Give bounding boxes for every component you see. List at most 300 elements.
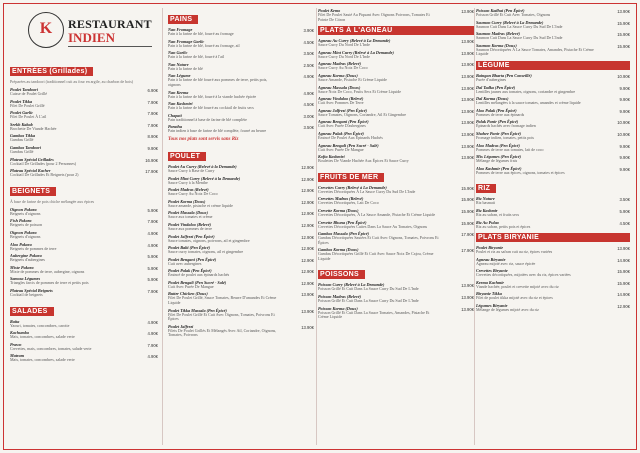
menu-item bbox=[318, 208, 474, 218]
menu-item bbox=[168, 222, 314, 232]
item-name: Poulet Tikka Massala (Pen Épicé) bbox=[168, 307, 227, 313]
item-name: Paratha bbox=[168, 124, 182, 130]
menu-item bbox=[10, 319, 158, 329]
item-price: 10.90€ bbox=[617, 120, 630, 126]
item-price: 10.90€ bbox=[617, 131, 630, 137]
item-name: Agneau Bengani (Pen Épicé) bbox=[318, 119, 369, 125]
item-description: Sauce Curry Du Nord De L'Inde bbox=[318, 53, 370, 59]
item-name: Poisson Curry (Relevé à La Demande) bbox=[318, 282, 385, 288]
item-price: 13.90€ bbox=[461, 50, 474, 56]
menu-item bbox=[168, 268, 314, 278]
item-description: Sauce curry tomates, oignons, ail et gingembre bbox=[168, 249, 244, 255]
item-description: Crevettes Décortiquées, Lait De Coco bbox=[318, 200, 379, 206]
menu-item bbox=[10, 207, 158, 217]
item-name: Poulet Tikka bbox=[10, 98, 33, 104]
item-price: 13.90€ bbox=[461, 283, 474, 289]
menu-item bbox=[318, 196, 474, 206]
item-price: 16.90€ bbox=[145, 157, 158, 163]
item-price: 4.90€ bbox=[147, 331, 158, 337]
item-description: Beignets de pommes de terre bbox=[10, 245, 57, 251]
menu-item bbox=[10, 253, 158, 263]
menu-item bbox=[318, 306, 474, 320]
item-name: Riz Au Pulao bbox=[476, 219, 499, 225]
item-description: Cuit Avec Purée De Mangue bbox=[318, 146, 364, 152]
item-price: 7.90€ bbox=[147, 122, 158, 128]
item-description: Pain à la farine de blé, fourré au fromage bbox=[168, 31, 234, 36]
item-price: 15.90€ bbox=[461, 208, 474, 214]
item-description: Cocktail De Grillades (pour 2 Personnes) bbox=[10, 160, 77, 166]
menu-item bbox=[10, 230, 158, 240]
item-description: Beignets d'oignons bbox=[10, 233, 41, 239]
rice-note: Tous nos plats sont servis sans Riz bbox=[168, 136, 239, 142]
menu-item bbox=[476, 268, 630, 278]
menu-item bbox=[318, 73, 474, 83]
menu-item bbox=[10, 242, 158, 252]
section-title: PAINS bbox=[168, 15, 198, 24]
item-price: 13.90€ bbox=[461, 85, 474, 91]
item-description: Crevettes Décortiquées Cuites Dans La Sauce Au Tomates, Oignons bbox=[318, 223, 428, 229]
item-price: 15.90€ bbox=[617, 20, 630, 26]
item-name: Poulet Au Curry (Relevé à la Demande) bbox=[168, 163, 237, 169]
item-price: 13.90€ bbox=[461, 39, 474, 45]
item-description: Sauce Curry Du Nord De L'Inde bbox=[318, 42, 370, 48]
item-price: 12.90€ bbox=[301, 188, 314, 194]
item-price: 17.90€ bbox=[461, 232, 474, 238]
item-description: Crevettes, mais, concombres, tomates, salade verte bbox=[10, 345, 92, 351]
item-name: Kachumba bbox=[10, 330, 29, 336]
item-description: Agneau mijoté avec riz, sauce épicée bbox=[476, 260, 536, 266]
menu-item bbox=[318, 119, 474, 129]
item-description: Poisson Grillé Et Cuit Dans La Sauce Tomates, Amandes, Pistache Et Crème Liquide bbox=[318, 309, 430, 320]
item-price: 4.90€ bbox=[147, 230, 158, 236]
item-name: Poulet Balti (Pen Épicé) bbox=[168, 245, 210, 251]
item-name: Keema Kachmir bbox=[476, 279, 505, 285]
section-title: BEIGNETS bbox=[10, 187, 56, 196]
item-description: Beignets d'aubergines bbox=[10, 257, 45, 263]
menu-item bbox=[476, 245, 630, 255]
item-name: Oignon Pakora bbox=[10, 229, 37, 235]
item-price: 5.90€ bbox=[147, 254, 158, 260]
item-name: Nan Nature bbox=[168, 61, 189, 67]
item-price: 5.90€ bbox=[619, 208, 630, 214]
menu-item bbox=[318, 294, 474, 304]
item-description: Cuit avec aubergines bbox=[168, 260, 202, 266]
item-name: Aubergine Pakora bbox=[10, 253, 42, 259]
item-name: Aloo Kashmir (Pen Épicé) bbox=[476, 165, 522, 171]
item-name: Saumon Korma (Doux) bbox=[476, 42, 517, 48]
item-description: Filet de poulet tikka mijoté avec du riz et épices bbox=[476, 295, 553, 301]
item-price: 4.90€ bbox=[147, 242, 158, 248]
item-price: 13.90€ bbox=[301, 292, 314, 298]
item-name: Riz Kashmir bbox=[476, 207, 498, 213]
item-name: Crevettes Madras (Relevé) bbox=[318, 196, 364, 202]
item-price: 13.90€ bbox=[461, 306, 474, 312]
menu-item bbox=[318, 108, 474, 118]
item-price: 7.90€ bbox=[147, 111, 158, 117]
item-price: 13.90€ bbox=[461, 9, 474, 14]
item-description: Filet De Poulet Grillé bbox=[10, 102, 45, 108]
item-name: Poulet Bengani (Pen Épicé) bbox=[168, 256, 217, 262]
item-price: 17.90€ bbox=[145, 169, 158, 175]
item-price: 13.90€ bbox=[461, 73, 474, 79]
section-title: PLATS À L'AGNEAU bbox=[318, 26, 474, 35]
menu-item bbox=[318, 154, 474, 164]
item-description: Sauce aux pommes de terre bbox=[168, 225, 212, 231]
item-description: Cuisse de Poulet Grillé bbox=[10, 91, 47, 96]
item-description: Émincé De Poulet Aux Épinards Hachés bbox=[318, 134, 383, 140]
item-price: 5.90€ bbox=[147, 207, 158, 213]
item-description: Pain à la farine de blé, fourré à l'ail bbox=[168, 54, 225, 60]
item-price: 15.90€ bbox=[617, 269, 630, 275]
menu-item bbox=[168, 164, 314, 174]
item-name: Légumes Biryanie bbox=[476, 303, 508, 309]
item-name: Poulet Garlic bbox=[10, 110, 34, 116]
item-name: Dal Korma (Doux) bbox=[476, 96, 509, 102]
menu-item bbox=[476, 166, 630, 176]
section-note: À base de farine de pois chiche mélangée aux épices bbox=[10, 198, 95, 204]
brand-line-2: INDIEN bbox=[68, 30, 115, 45]
item-description: Pommes de terre aux épices, oignons, tomates et épices bbox=[476, 169, 565, 175]
item-name: Nan Garlic bbox=[168, 50, 188, 56]
item-price: 17.90€ bbox=[461, 248, 474, 254]
menu-item bbox=[168, 187, 314, 197]
item-price: 10.90€ bbox=[617, 73, 630, 79]
item-name: Agneau Jalfrezi (Pen Épicé) bbox=[318, 107, 367, 113]
item-price: 2.50€ bbox=[303, 62, 314, 68]
item-description: Filets De Poulet Grillés Et Mélangés Avec Ail, Coriandre, Oignons, Tomates, Poivrons bbox=[168, 327, 277, 338]
item-name: Seekh Kabab bbox=[10, 121, 33, 127]
menu-item bbox=[476, 73, 630, 83]
item-description: Poisson Grillé Et Cuit Dans La Sauce Curry Du Sud De L'Inde bbox=[318, 298, 419, 304]
item-name: Gambas Massala (Pen Épicé) bbox=[318, 231, 370, 237]
item-name: Poulet Jalfrezi (Pen Épicé) bbox=[168, 233, 215, 239]
item-name: Poulet Biryanie bbox=[476, 245, 504, 251]
menu-item bbox=[10, 87, 158, 97]
item-description: Cuit Avec Purée De Mangue bbox=[168, 283, 214, 289]
menu-item bbox=[10, 330, 158, 340]
item-description: Pain indien à base de farine de blé complète, fourré au beurre bbox=[168, 128, 267, 134]
item-price: 13.90€ bbox=[461, 143, 474, 149]
item-name: Kofta Kashmiri bbox=[318, 154, 345, 160]
item-price: 3.50€ bbox=[303, 125, 314, 131]
item-price: 12.90€ bbox=[301, 257, 314, 263]
item-description: Filet De Poulet Sauté Au Piquant Avec Oignons Poivrons, Tomates Et Pointe De Citron bbox=[318, 12, 430, 22]
column-divider bbox=[474, 8, 475, 445]
menu-item bbox=[318, 131, 474, 141]
menu-item bbox=[318, 38, 474, 48]
item-price: 4.90€ bbox=[147, 319, 158, 325]
item-name: Agneau Korma (Doux) bbox=[318, 72, 358, 78]
item-price: 7.90€ bbox=[147, 219, 158, 225]
menu-item bbox=[168, 62, 314, 72]
item-description: Mélange de légumes mijoté avec du riz bbox=[476, 307, 539, 313]
item-name: Crevettes Biryanie bbox=[476, 268, 508, 274]
item-description: Fromage indien, tomates, petits pois bbox=[476, 134, 534, 140]
item-description: Crevettes Décortiquées À La Sauce Curry Du Sud De L'Inde bbox=[318, 188, 416, 194]
menu-item bbox=[318, 8, 474, 22]
menu-item bbox=[168, 124, 314, 134]
item-description: Crevettes décortiquées, mijotées avec du riz, épices variées bbox=[476, 272, 571, 278]
menu-item bbox=[10, 276, 158, 286]
item-name: Agneau Vindaloo (Relevé) bbox=[318, 96, 364, 102]
item-description: Beignets d'oignons bbox=[10, 210, 41, 216]
item-description: Filet De Poulet Grillé, Sauce Tomates, Beurre D'amandes Et Crème Liquide bbox=[168, 295, 277, 306]
menu-item bbox=[476, 31, 630, 41]
item-description: Sauce Curry à Base de Curry bbox=[168, 167, 215, 173]
menu-item bbox=[168, 101, 314, 111]
item-name: Poulet Palak (Pen Épicé) bbox=[168, 268, 212, 274]
menu-item bbox=[168, 176, 314, 186]
item-description: Viande hachée, poulet et crevette mijoté avec du riz bbox=[476, 283, 559, 289]
item-price: 9.90€ bbox=[619, 108, 630, 114]
menu-item bbox=[476, 131, 630, 141]
item-description: Sauce Amande, Pistache Et Crème Liquide bbox=[318, 76, 387, 82]
item-description: Gambas Grillé bbox=[10, 148, 34, 154]
item-description: Saumon Cuit Dans La Sauce Curry Du Sud De L'Inde bbox=[476, 23, 563, 29]
menu-item bbox=[168, 245, 314, 255]
column-divider bbox=[162, 8, 163, 445]
item-price: 13.90€ bbox=[301, 308, 314, 314]
menu-item bbox=[476, 20, 630, 30]
menu-item bbox=[168, 234, 314, 244]
item-price: 7.90€ bbox=[147, 288, 158, 294]
item-price: 4.50€ bbox=[303, 39, 314, 45]
item-price: 13.90€ bbox=[461, 108, 474, 114]
item-price: 7.90€ bbox=[147, 342, 158, 348]
item-price: 6.90€ bbox=[147, 88, 158, 93]
item-name: Chapati bbox=[168, 112, 182, 118]
item-name: Baingan Bharta (Pen Conseillé) bbox=[476, 72, 532, 78]
item-name: Oignon Pakora bbox=[10, 206, 37, 212]
item-name: Agneau Bengali (Pen Sucré - Salé) bbox=[318, 142, 379, 148]
item-price: 4.50€ bbox=[303, 102, 314, 108]
item-name: Riz Nature bbox=[476, 196, 495, 202]
item-description: Pain traditionnel à base de farine de blé complète bbox=[168, 116, 247, 122]
item-price: 13.90€ bbox=[461, 155, 474, 161]
item-name: Poulet Vindaloo (Relevé) bbox=[168, 221, 212, 227]
item-name: Fish Pakora bbox=[10, 218, 32, 224]
item-description: Gambas Décortiquées Sautées Et Cuit Avec Oignons, Tomates, Poivrons Et Épices bbox=[318, 235, 439, 245]
item-price: 4.90€ bbox=[147, 354, 158, 360]
menu-item bbox=[318, 220, 474, 230]
item-price: 3.90€ bbox=[303, 28, 314, 33]
item-description: Pain à la farine de blé fourré aux pommes de terre, petits pois, oignons bbox=[168, 77, 268, 87]
item-name: Poisson Madras (Relevé) bbox=[318, 294, 362, 300]
menu-item bbox=[10, 342, 158, 352]
item-description: Crevettes Décortiquées, À La Sauce Amande, Pistache Et Crème Liquide bbox=[318, 211, 436, 217]
section-title: FRUITS DE MER bbox=[318, 173, 384, 182]
item-price: 14.90€ bbox=[617, 292, 630, 298]
item-name: Mix Légumes (Pen Épicé) bbox=[476, 154, 522, 160]
menu-item bbox=[10, 122, 158, 132]
brand-line-1: RESTAURANT bbox=[68, 17, 152, 31]
menu-item bbox=[168, 90, 314, 100]
menu-item bbox=[10, 157, 158, 167]
menu-item bbox=[476, 43, 630, 57]
item-name: Saumon Curry (Relevé à La Demande) bbox=[476, 19, 544, 25]
item-name: Prawn bbox=[10, 341, 22, 347]
menu-item bbox=[10, 99, 158, 109]
item-description: Mais, tomates, concombres, salade verte bbox=[10, 357, 75, 363]
item-description: Poulet et riz au safran cuit au riz, épices variées bbox=[476, 249, 553, 255]
item-description: Mixte de pommes de terre, aubergine, oignons bbox=[10, 268, 85, 274]
menu-item bbox=[318, 50, 474, 60]
menu-item bbox=[168, 113, 314, 123]
menu-item bbox=[10, 353, 158, 363]
item-description: Gambas Grillé bbox=[10, 137, 34, 143]
section-title: POISSONS bbox=[318, 270, 365, 279]
menu-item bbox=[476, 96, 630, 106]
item-price: 9.90€ bbox=[619, 97, 630, 103]
menu-item bbox=[476, 291, 630, 301]
item-price: 9.90€ bbox=[619, 85, 630, 91]
item-description: Lentilles mélangées à la sauce tomates, amandes et crème liquide bbox=[476, 100, 581, 106]
item-name: Butter Chicken (Doux) bbox=[168, 291, 208, 297]
column-3 bbox=[318, 8, 474, 445]
item-price: 13.90€ bbox=[461, 131, 474, 137]
item-name: Poisson Korma (Doux) bbox=[318, 305, 358, 311]
item-price: 9.90€ bbox=[619, 155, 630, 161]
menu-item bbox=[10, 288, 158, 298]
item-description: Saumon Cuit Dans La Sauce Curry Du Sud De L'Inde bbox=[476, 35, 563, 41]
item-name: Agneau Madras (Relevé) bbox=[318, 61, 362, 67]
item-name: Dal Tadka (Pen Épicé) bbox=[476, 84, 516, 90]
item-name: Agneau Mint Curry (Relevé à La Demande) bbox=[318, 49, 394, 55]
item-price: 15.90€ bbox=[461, 197, 474, 203]
item-price: 13.90€ bbox=[461, 62, 474, 68]
menu-item bbox=[476, 280, 630, 290]
menu-item bbox=[168, 324, 314, 338]
item-description: Poisson Grillé Et Cuit Avec Tomates, Oignons bbox=[476, 12, 551, 17]
item-name: Poulet Korma (Doux) bbox=[168, 198, 206, 204]
menu-item bbox=[168, 280, 314, 290]
item-name: Poulet Kemo bbox=[318, 8, 341, 13]
item-description: Cuit Avec Purée D'aubergines bbox=[318, 123, 366, 129]
menu-item bbox=[168, 199, 314, 209]
menu-item bbox=[10, 133, 158, 143]
item-description: Filet De Poulet À L'ail bbox=[10, 114, 47, 120]
item-price: 13.90€ bbox=[461, 120, 474, 126]
section-title: POULET bbox=[168, 152, 206, 161]
item-description: Cocktail de beignets bbox=[10, 291, 43, 297]
menu-item bbox=[10, 168, 158, 178]
item-description: Pain à la farine de blé, fourré à la viande hachée épicée bbox=[168, 93, 257, 99]
item-name: Poulet Mint Curry (Relevé à la Demande) bbox=[168, 175, 241, 181]
item-description: Poisson Grillé Et Cuit Dans La Sauce Curry Du Sud De L'Inde bbox=[318, 286, 419, 292]
menu-item bbox=[168, 50, 314, 60]
item-description: Épinards hachés avec fromage indien bbox=[476, 123, 536, 129]
item-name: Crevettes Curry (Relevé à La Demande) bbox=[318, 184, 387, 190]
item-description: Purée d'aubergines bbox=[476, 76, 507, 82]
item-price: 12.90€ bbox=[301, 269, 314, 275]
restaurant-logo bbox=[10, 8, 158, 56]
item-name: Crevette Bhuna (Pen Épicé) bbox=[318, 219, 367, 225]
item-name: Poulet Jalfrezi bbox=[168, 323, 194, 329]
column-1 bbox=[10, 8, 158, 445]
column-2 bbox=[168, 8, 314, 445]
column-divider bbox=[316, 8, 317, 445]
item-name: Shahee Panir (Pen Épicé) bbox=[476, 130, 522, 136]
item-description: Sauce Noix De Coco, Fruits Secs Et Crème Liquide bbox=[318, 88, 401, 94]
item-name: Nan Fromage bbox=[168, 27, 193, 32]
menu-item bbox=[168, 210, 314, 220]
section-title: SALADES bbox=[10, 307, 54, 316]
item-price: 15.90€ bbox=[617, 43, 630, 49]
item-name: Gambas Tandoori bbox=[10, 144, 41, 150]
item-name: Aloo Pakora bbox=[10, 241, 32, 247]
item-price: 12.90€ bbox=[301, 234, 314, 240]
item-description: Triangles farcis de pommes de terre et petits pois bbox=[10, 280, 89, 286]
item-price: 5.90€ bbox=[147, 277, 158, 283]
logo-mark: K bbox=[28, 12, 64, 48]
item-name: Gambas Korma (Doux) bbox=[318, 247, 359, 253]
item-description: Sauce tomates, oignons, poivrons, ail et gingembre bbox=[168, 237, 250, 243]
item-description: Sauce Tomates, Oignons, Coriandre, Ail Et Gingembre bbox=[318, 111, 406, 117]
item-name: Raita bbox=[10, 318, 20, 324]
item-price: 9.90€ bbox=[619, 166, 630, 172]
item-name: Nan Légume bbox=[168, 73, 191, 79]
item-description: Saumon Décortiquées À La Sauce Tomates, Amandes, Pistache Et Crème Liquide bbox=[476, 46, 594, 57]
item-description: Sauce amande, pistache et crème liquide bbox=[168, 202, 233, 208]
menu-item bbox=[476, 220, 630, 230]
item-price: 12.90€ bbox=[617, 304, 630, 310]
item-description: Pain à la farine de blé bbox=[168, 65, 203, 71]
item-name: Gambas Tikka bbox=[10, 133, 36, 139]
item-price: 4.90€ bbox=[303, 90, 314, 96]
menu-item bbox=[318, 231, 474, 245]
menu-item bbox=[318, 85, 474, 95]
menu-item bbox=[476, 8, 630, 18]
item-name: Nan Keema bbox=[168, 89, 189, 95]
menu-item bbox=[168, 27, 314, 37]
item-price: 13.90€ bbox=[461, 97, 474, 103]
item-name: Palak Panir (Pen Épicé) bbox=[476, 119, 519, 125]
menu-item bbox=[476, 196, 630, 206]
item-name: Agneau Au Curry (Relevé à La Demande) bbox=[318, 38, 391, 44]
menu-item bbox=[318, 61, 474, 71]
item-description: Sauce aux tomates et crème bbox=[168, 214, 213, 220]
item-price: 13.90€ bbox=[617, 9, 630, 14]
menu-item bbox=[476, 108, 630, 118]
item-name: Agneau Biryanie bbox=[476, 256, 506, 262]
item-name: Samosa Légumes bbox=[10, 276, 41, 282]
item-price: 12.90€ bbox=[301, 176, 314, 182]
menu-item bbox=[318, 185, 474, 195]
item-description: Sauce Curry Au Noix De Coco bbox=[318, 65, 368, 71]
item-name: Poulet Tandoori bbox=[10, 87, 38, 92]
item-description: Riz basmati bbox=[476, 200, 495, 206]
item-price: 3.00€ bbox=[303, 113, 314, 119]
item-description: Riz au safran, et fruits secs bbox=[476, 211, 520, 217]
item-description: Mais, tomates, concombres, salade verte bbox=[10, 334, 75, 340]
item-name: Poulet Massala (Doux) bbox=[168, 210, 209, 216]
item-description: Mélange de légumes frais bbox=[476, 158, 518, 164]
menu-item bbox=[10, 265, 158, 275]
item-price: 12.90€ bbox=[301, 280, 314, 286]
item-price: 4.90€ bbox=[303, 74, 314, 80]
menu-item bbox=[168, 257, 314, 267]
item-price: 12.90€ bbox=[301, 246, 314, 252]
item-price: 7.90€ bbox=[147, 99, 158, 105]
menu-item bbox=[10, 110, 158, 120]
menu-item bbox=[168, 73, 314, 87]
item-description: Pain à la farine de blé, fourré au fromage, ail bbox=[168, 42, 240, 48]
menu-item bbox=[10, 218, 158, 228]
menu-item bbox=[476, 85, 630, 95]
item-price: 13.90€ bbox=[301, 324, 314, 330]
item-price: 14.90€ bbox=[617, 257, 630, 263]
menu-item bbox=[476, 143, 630, 153]
